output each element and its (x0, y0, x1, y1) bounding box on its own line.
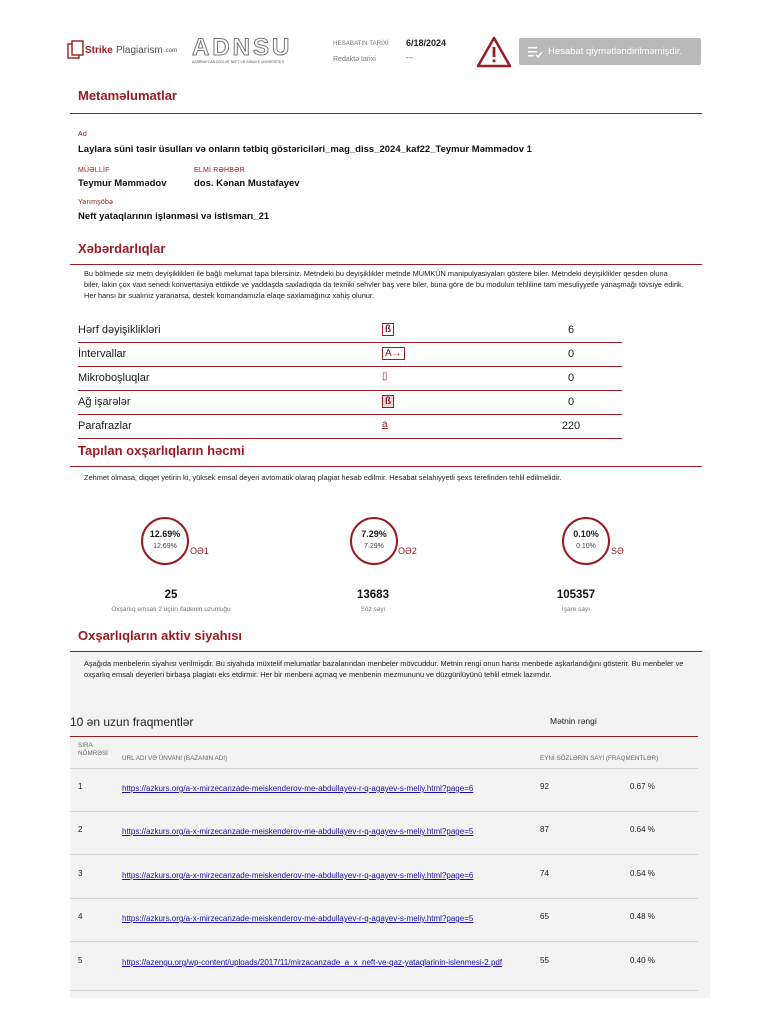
divider (70, 651, 702, 652)
letter-swap-icon: ß (382, 323, 394, 336)
fragment-percent: 0.48 % (630, 912, 655, 921)
warning-name: Mikroboşluqlar (78, 372, 150, 384)
warning-row (78, 390, 622, 415)
title-label: Ad (78, 131, 87, 138)
coefficient-subvalue: 0.10% (576, 543, 596, 550)
report-date: 6/18/2024 (406, 38, 447, 48)
fragment-url-link[interactable]: https://azengu.org/wp-content/uploads/2017/11/mirzacanzade_a_x_neft-ve-qaz-yataqlarinin-islenmesi-2.pdf (122, 958, 503, 967)
fragment-word-count: 92 (540, 782, 549, 791)
fragment-url-link[interactable]: https://azkurs.org/a-x-mirzecanzade-meiskenderov-me-abdullayev-r-q-agayev-s-meliy.html?page=6 (122, 871, 474, 880)
white-chars-icon: ß (382, 395, 394, 408)
fragment-number: 3 (78, 869, 83, 878)
list-check-icon (528, 46, 543, 58)
university-logo-text: ADNSU (192, 34, 293, 61)
active-list-title: Oxşarlıqların aktiv siyahısı (78, 628, 243, 643)
col-order-header: SIRA NÖMRƏSİ (78, 742, 108, 757)
warning-row (78, 414, 622, 439)
divider (70, 113, 702, 114)
microspace-icon: ▯ (382, 371, 388, 382)
coefficient-value: 0.10% (573, 529, 599, 539)
col-url-header: URL ADI VƏ ÜNVANI (BAZANIN ADI) (122, 755, 228, 762)
divider (70, 990, 698, 991)
divider (70, 811, 698, 812)
coefficient-label: OƏ1 (190, 546, 209, 556)
metadata-title: Metaməlumatlar (78, 88, 177, 103)
warning-count: 0 (567, 372, 575, 384)
warnings-title: Xəbərdarlıqlar (78, 241, 166, 256)
similarity-coefficient-3 (562, 517, 610, 565)
divider (70, 736, 698, 737)
unit-label: Yarımşöbə (78, 199, 114, 206)
document-logo-icon (66, 40, 84, 60)
fragment-percent: 0.54 % (630, 869, 655, 878)
warning-name: İntervallar (78, 348, 127, 360)
stat-value: 25 (164, 589, 178, 601)
warning-row (78, 366, 622, 391)
warning-name: Parafrazlar (78, 420, 132, 432)
stat-value: 13683 (357, 589, 389, 601)
report-status-button[interactable] (519, 38, 701, 65)
status-button-label: Hesabat qiymətləndirilməmişdir. (548, 46, 683, 57)
author-label: MÜƏLLİF (78, 167, 110, 174)
divider (70, 768, 698, 769)
warning-name: Ağ işarələr (78, 396, 131, 408)
fragment-url-link[interactable]: https://azkurs.org/a-x-mirzecanzade-meiskenderov-me-abdullayev-r-q-agayev-s-meliy.html?page=6 (122, 784, 474, 793)
stat-phrase-length (81, 589, 261, 613)
fragment-word-count: 74 (540, 869, 549, 878)
fragment-number: 1 (78, 782, 83, 791)
active-list-notice: Aşağıda menbelerin siyahısı verilmişdir. Bu siyahıda müxtelif melumatlar bazalarından menbeler mövcuddur. Metnin rengi onun hansı menbede aşkarlandığını gösterir. Bu menbeler ve oxşarlıq emsalı deyerleri birbaşa plagiatı eks etdirmir. Her bir menbeni açmaq ve menbenin mezmununu ve düzgünlüyünü tehlil etmek lazımdır. (84, 659, 684, 679)
stat-desc: Söz sayı (360, 606, 386, 613)
university-logo-sub: AZƏRBAYCAN DÖVLƏT NEFT VƏ SƏNAYE UNİVERSİTETİ (192, 60, 285, 64)
similarity-notice: Zehmet olmasa, diqqet yetirin ki, yüksek emsal deyeri avtomatik olaraq plagiat hesab edilmir. Hesabat selahiyyetli şexs terefinden tehlil edilmelidir. (84, 473, 562, 482)
warning-row (78, 318, 622, 343)
warning-count: 6 (567, 324, 575, 336)
divider (70, 264, 702, 265)
similarity-coefficient-2 (350, 517, 398, 565)
interval-icon: A→ (382, 347, 405, 360)
stat-desc: İşare sayı (561, 606, 591, 613)
title-value: Laylara süni təsir üsulları və onların tətbiq göstəriciləri_mag_diss_2024_kaf22_Teymur Məmmədov 1 (78, 144, 532, 155)
paraphrase-icon: a (382, 419, 388, 430)
author-value: Teymur Məmmədov (78, 178, 167, 189)
logo-strike: Strike (85, 45, 113, 56)
stat-char-count (486, 589, 666, 613)
stat-value: 105357 (556, 589, 596, 601)
stat-desc: Oxşarlıq emsalı 2 üçün ifadenin uzunluğu (111, 606, 231, 613)
col-words-header: EYNİ SÖZLƏRİN SAYI (FRAQMENTLƏR) (540, 755, 659, 762)
report-date-label: HESABATIN TARİXİ (333, 40, 389, 47)
fragment-url-link[interactable]: https://azkurs.org/a-x-mirzecanzade-meiskenderov-me-abdullayev-r-q-agayev-s-meliy.html?page=5 (122, 914, 474, 923)
supervisor-value: dos. Kənan Mustafayev (194, 178, 300, 189)
supervisor-label: ELMİ RƏHBƏR (194, 167, 245, 174)
coefficient-value: 12.69% (149, 529, 181, 539)
stat-word-count (283, 589, 463, 613)
logo-com: .com (164, 48, 178, 54)
active-list-panel (70, 650, 710, 998)
divider (70, 854, 698, 855)
fragment-percent: 0.40 % (630, 956, 655, 965)
divider (70, 941, 698, 942)
similarity-coefficient-1 (141, 517, 189, 565)
coefficient-subvalue: 12.69% (153, 543, 177, 550)
fragment-word-count: 65 (540, 912, 549, 921)
warning-count: 0 (567, 396, 575, 408)
warnings-notice: Bu bölmede siz metn deyişiklikleri ile bağlı melumat tapa bilersiniz. Metndeki bu deyişiklikler metnde MÜMKÜN manipulyasiyaları göstere biler. Metndeki deyişiklikler qesden oluna biler, lakin çox vaxt senedi konvertasiya etdikde ve yaddaşda saxladıqda da texniki sehvler baş vere biler, buna göre de bu modulun tehliline tam mesuliyyetle yanaşmağı tövsiye edirik. Her hansı bir sualınız yaranarsa, destek komandamızla elaqe saxlamağınız xahiş olunur. (84, 269, 684, 300)
strikeplagiarism-logo (66, 40, 186, 62)
divider (70, 898, 698, 899)
fragment-percent: 0.67 % (630, 782, 655, 791)
fragment-percent: 0.64 % (630, 825, 655, 834)
fragment-url-link[interactable]: https://azkurs.org/a-x-mirzecanzade-meiskenderov-me-abdullayev-r-q-agayev-s-meliy.html?page=5 (122, 827, 474, 836)
fragment-number: 2 (78, 825, 83, 834)
coefficient-value: 7.29% (361, 529, 387, 539)
fragments-title: 10 ən uzun fraqmentlər (70, 715, 194, 729)
unit-value: Neft yataqlarının işlənməsi və istismarı_21 (78, 211, 270, 222)
warning-row (78, 342, 622, 367)
logo-plagiarism: Plagiarism (116, 45, 163, 56)
coefficient-label: SƏ (611, 546, 624, 556)
coefficient-label: OƏ2 (398, 546, 417, 556)
similarity-title: Tapılan oxşarlıqların həcmi (78, 443, 245, 458)
university-logo (192, 36, 304, 68)
editor-value: --- (406, 55, 413, 62)
coefficient-subvalue: 7.29% (364, 543, 384, 550)
editor-label: Redaktə tarixi (333, 56, 376, 63)
fragment-number: 5 (78, 956, 83, 965)
divider (70, 466, 702, 467)
warning-count: 220 (561, 420, 581, 432)
fragment-number: 4 (78, 912, 83, 921)
warning-triangle-icon (476, 36, 512, 68)
warning-name: Hərf dəyişiklikləri (78, 324, 161, 336)
text-color-label: Mətnin rəngi (550, 716, 597, 726)
warning-count: 0 (567, 348, 575, 360)
fragment-word-count: 87 (540, 825, 549, 834)
fragment-word-count: 55 (540, 956, 549, 965)
